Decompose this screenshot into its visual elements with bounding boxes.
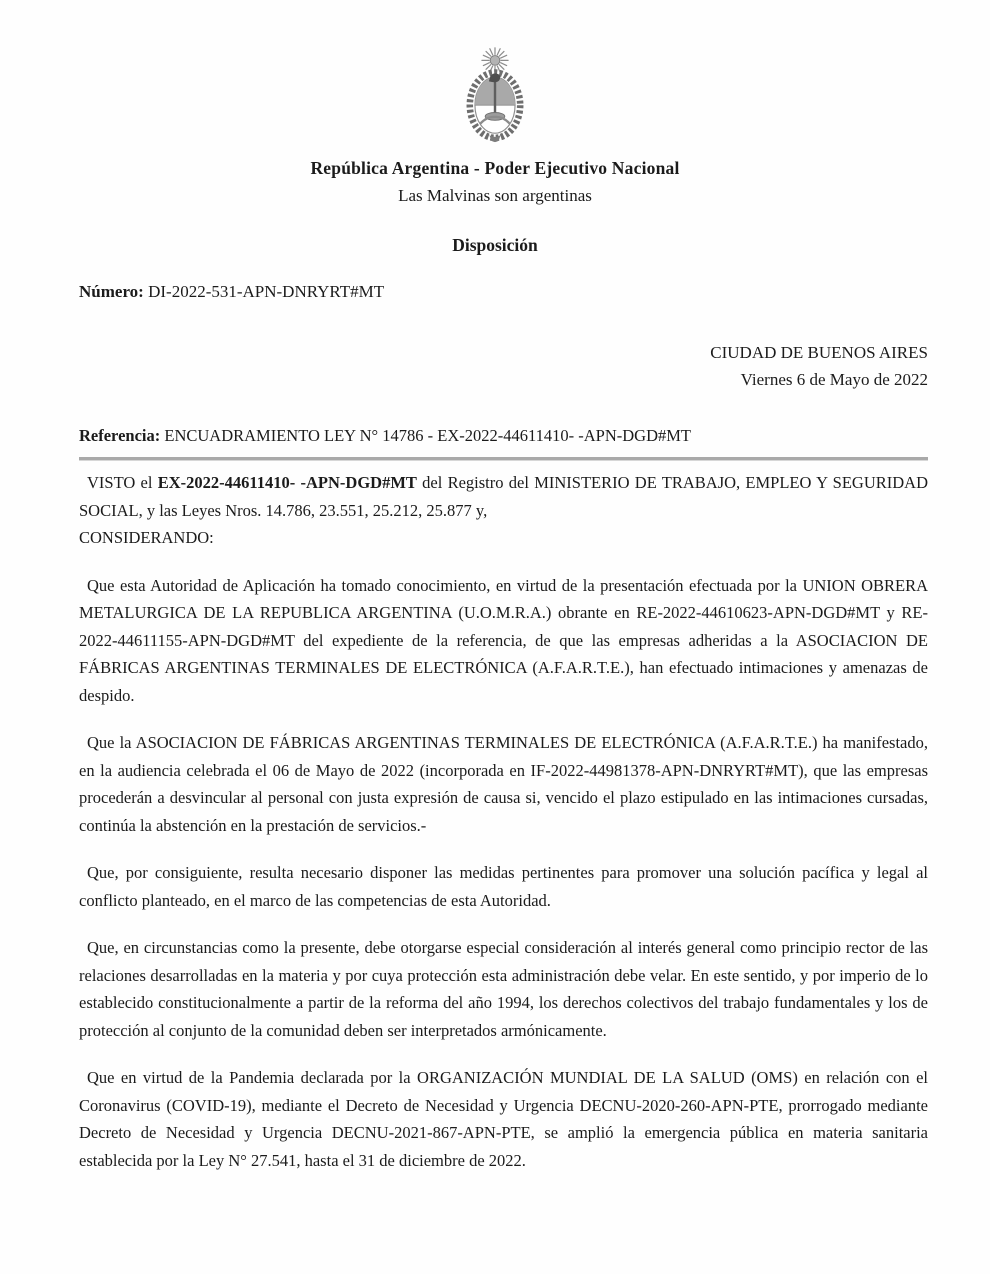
document-type-title: Disposición <box>452 235 538 255</box>
argentina-coat-of-arms-icon <box>439 44 551 144</box>
number-value: DI-2022-531-APN-DNRYRT#MT <box>148 282 385 301</box>
document-content <box>0 282 990 1174</box>
city-line: CIUDAD DE BUENOS AIRES <box>710 343 928 362</box>
body-paragraph: Que la ASOCIACION DE FÁBRICAS ARGENTINAS TERMINALES DE ELECTRÓNICA (A.F.A.R.T.E.) ha manifestado, en la audiencia celebrada el 06 de Mayo de 2022 (incorporada en IF-2022-44981378-APN-DNRYRT#MT), que las empresas procederán a desvincular al personal con justa expresión de causa si, vencido el plazo estipulado en las intimaciones cursadas, continúa la abstención en la prestación de servicios.- <box>79 733 928 835</box>
number-line <box>79 282 928 302</box>
visto-paragraph <box>79 469 928 524</box>
date-line: Viernes 6 de Mayo de 2022 <box>740 370 928 389</box>
visto-suffix: del Registro del MINISTERIO DE TRABAJO, EMPLEO Y SEGURIDAD SOCIAL, y las Leyes Nros. 14.786, 23.551, 25.212, 25.877 y, <box>79 473 928 520</box>
header-divider <box>79 457 928 461</box>
header-motto: Las Malvinas son argentinas <box>398 186 592 205</box>
considerando-heading: CONSIDERANDO: <box>79 528 214 547</box>
body-paragraph: Que, en circunstancias como la presente, debe otorgarse especial consideración al interés general como principio rector de las relaciones desarrolladas en la materia y por cuya protección esta administración debe velar. En este sentido, y por imperio de lo establecido constitucionalmente a partir de la reforma del año 1994, los derechos colectivos del trabajo fundamentales y los de protección al conjunto de la comunidad deben ser interpretados armónicamente. <box>79 938 928 1040</box>
document-body <box>79 469 928 1174</box>
body-paragraph: Que en virtud de la Pandemia declarada por la ORGANIZACIÓN MUNDIAL DE LA SALUD (OMS) en relación con el Coronavirus (COVID-19), mediante el Decreto de Necesidad y Urgencia DECNU-2020-260-APN-PTE, prorrogado mediante Decreto de Necesidad y Urgencia DECNU-2021-867-APN-PTE, se amplió la emergencia pública en materia sanitaria establecida por la Ley N° 27.541, hasta el 31 de diciembre de 2022. <box>79 1068 928 1170</box>
document-header <box>0 0 990 256</box>
number-label: Número: <box>79 282 144 301</box>
body-paragraph: Que esta Autoridad de Aplicación ha tomado conocimiento, en virtud de la presentación efectuada por la UNION OBRERA METALURGICA DE LA REPUBLICA ARGENTINA (U.O.M.R.A.) obrante en RE-2022-44610623-APN-DGD#MT y RE-2022-44611155-APN-DGD#MT del expediente de la referencia, de que las empresas adheridas a la ASOCIACION DE FÁBRICAS ARGENTINAS TERMINALES DE ELECTRÓNICA (A.F.A.R.T.E.), han efectuado intimaciones y amenazas de despido. <box>79 575 928 705</box>
header-title: República Argentina - Poder Ejecutivo Nacional <box>310 158 680 178</box>
visto-expediente-number: EX-2022-44611410- -APN-DGD#MT <box>157 473 417 492</box>
place-date-block <box>79 339 928 393</box>
reference-label: Referencia: <box>79 426 161 445</box>
reference-line <box>79 426 928 446</box>
body-paragraph: Que, por consiguiente, resulta necesario disponer las medidas pertinentes para promover una solución pacífica y legal al conflicto planteado, en el marco de las competencias de esta Autoridad. <box>79 863 928 910</box>
reference-value: ENCUADRAMIENTO LEY N° 14786 - EX-2022-44611410- -APN-DGD#MT <box>164 426 691 445</box>
visto-prefix: VISTO el <box>87 473 158 492</box>
